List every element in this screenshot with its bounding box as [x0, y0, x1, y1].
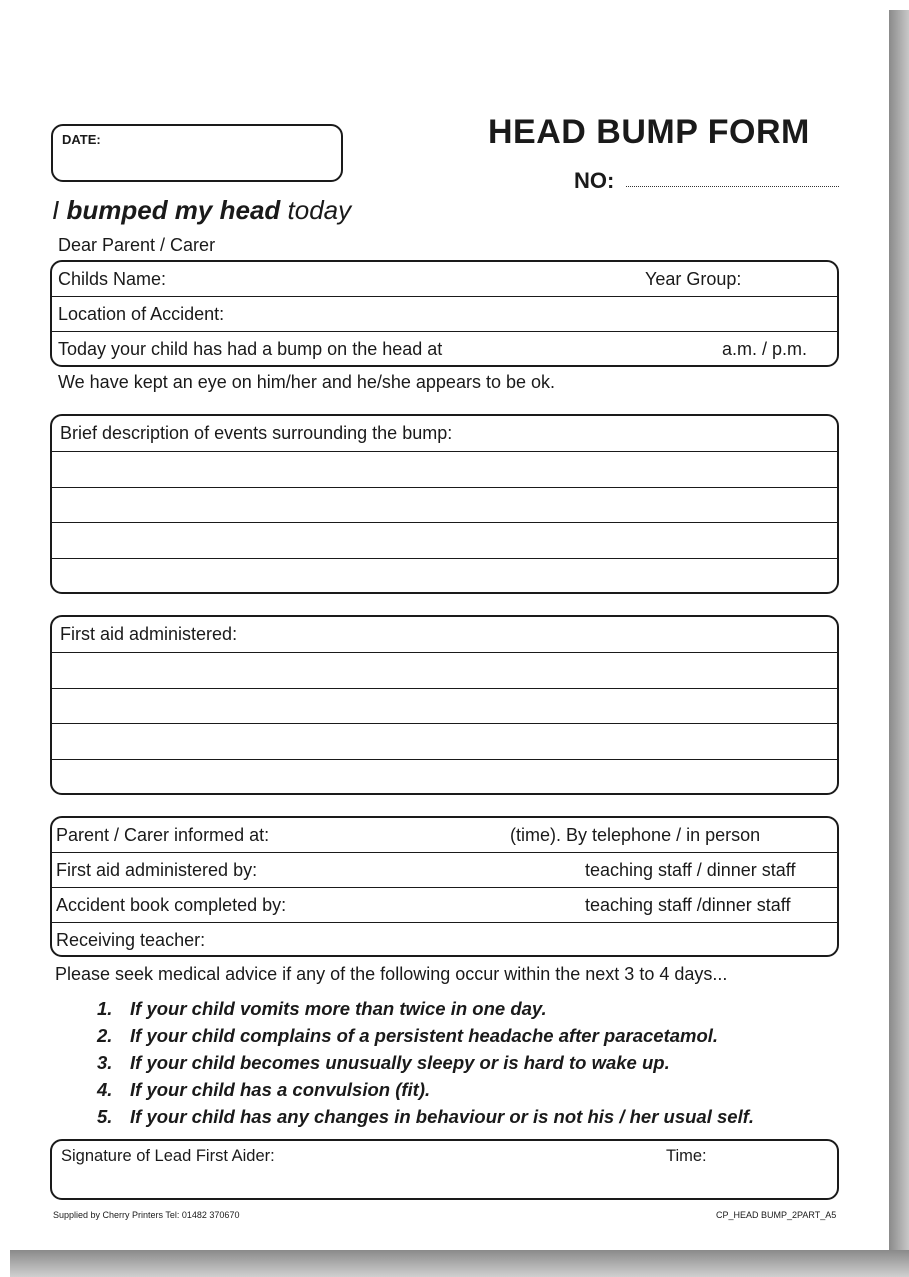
administered-by-row[interactable]	[52, 853, 837, 888]
advice-item	[97, 1025, 754, 1052]
administered-staff-label: teaching staff / dinner staff	[585, 860, 796, 880]
advice-text: If your child has a convulsion (fit).	[130, 1079, 431, 1100]
description-box	[50, 414, 839, 594]
first-aid-label-row[interactable]	[52, 617, 837, 653]
advice-item	[97, 1079, 754, 1106]
advice-number: 2.	[97, 1025, 113, 1046]
description-line-1[interactable]	[52, 452, 837, 488]
ampm-label: a.m. / p.m.	[722, 339, 808, 359]
first-aid-line-3[interactable]	[52, 724, 837, 760]
advice-text: If your child vomits more than twice in one day.	[130, 998, 547, 1019]
location-row[interactable]	[52, 297, 837, 332]
page-shadow-bottom	[10, 1250, 909, 1277]
signature-box[interactable]	[50, 1139, 839, 1200]
first-aid-line-2[interactable]	[52, 689, 837, 724]
headline-prefix: I	[52, 195, 60, 225]
signature-time-label: Time:	[666, 1147, 707, 1165]
advice-intro: Please seek medical advice if any of the following occur within the next 3 to 4 days...	[55, 964, 728, 984]
receiving-teacher-label: Receiving teacher:	[56, 930, 206, 950]
year-group-label: Year Group:	[645, 269, 742, 289]
description-label: Brief description of events surrounding the bump:	[60, 423, 453, 443]
date-label: DATE:	[62, 132, 101, 147]
informed-label: Parent / Carer informed at:	[56, 825, 270, 845]
footer-supplier: Supplied by Cherry Printers Tel: 01482 370670	[53, 1210, 240, 1220]
headline-bold: bumped my head	[66, 195, 281, 225]
description-line-2[interactable]	[52, 488, 837, 523]
advice-text: If your child becomes unusually sleepy or is hard to wake up.	[130, 1052, 670, 1073]
book-staff-label: teaching staff /dinner staff	[585, 895, 791, 915]
headline	[52, 195, 351, 226]
form-title: HEAD BUMP FORM	[488, 113, 810, 151]
footer-code: CP_HEAD BUMP_2PART_A5	[716, 1210, 837, 1220]
book-completed-label: Accident book completed by:	[56, 895, 287, 915]
bump-time-row[interactable]	[52, 332, 837, 367]
advice-number: 4.	[97, 1079, 113, 1100]
advice-text: If your child complains of a persistent headache after paracetamol.	[130, 1025, 719, 1046]
first-aid-line-1[interactable]	[52, 653, 837, 689]
administered-by-label: First aid administered by:	[56, 860, 258, 880]
description-line-3[interactable]	[52, 523, 837, 559]
advice-item	[97, 1052, 754, 1079]
child-info-box	[50, 260, 839, 367]
location-label: Location of Accident:	[58, 304, 225, 324]
informed-row[interactable]	[52, 818, 837, 853]
kept-eye-text: We have kept an eye on him/her and he/she appears to be ok.	[58, 372, 555, 392]
first-aid-line-4[interactable]	[52, 760, 837, 793]
signature-label: Signature of Lead First Aider:	[61, 1147, 275, 1165]
childs-name-label: Childs Name:	[58, 269, 167, 289]
first-aid-label: First aid administered:	[60, 624, 238, 644]
advice-number: 5.	[97, 1106, 113, 1127]
receiving-teacher-row[interactable]	[52, 923, 837, 957]
advice-number: 1.	[97, 998, 113, 1019]
bump-time-label: Today your child has had a bump on the head at	[58, 339, 443, 359]
headline-suffix: today	[287, 195, 352, 225]
childs-name-row[interactable]	[52, 262, 837, 297]
advice-number: 3.	[97, 1052, 113, 1073]
description-line-4[interactable]	[52, 559, 837, 592]
advice-text: If your child has any changes in behaviour or is not his / her usual self.	[130, 1106, 755, 1127]
advice-item	[97, 998, 754, 1025]
first-aid-box	[50, 615, 839, 795]
informed-right-label: (time). By telephone / in person	[510, 825, 761, 845]
advice-item	[97, 1106, 754, 1133]
page-shadow-right	[889, 10, 909, 1277]
informed-box	[50, 816, 839, 957]
description-label-row[interactable]	[52, 416, 837, 452]
greeting: Dear Parent / Carer	[58, 235, 216, 255]
number-label: NO:	[574, 168, 615, 193]
book-completed-row[interactable]	[52, 888, 837, 923]
number-field-line[interactable]	[626, 186, 839, 187]
advice-list	[97, 998, 754, 1133]
